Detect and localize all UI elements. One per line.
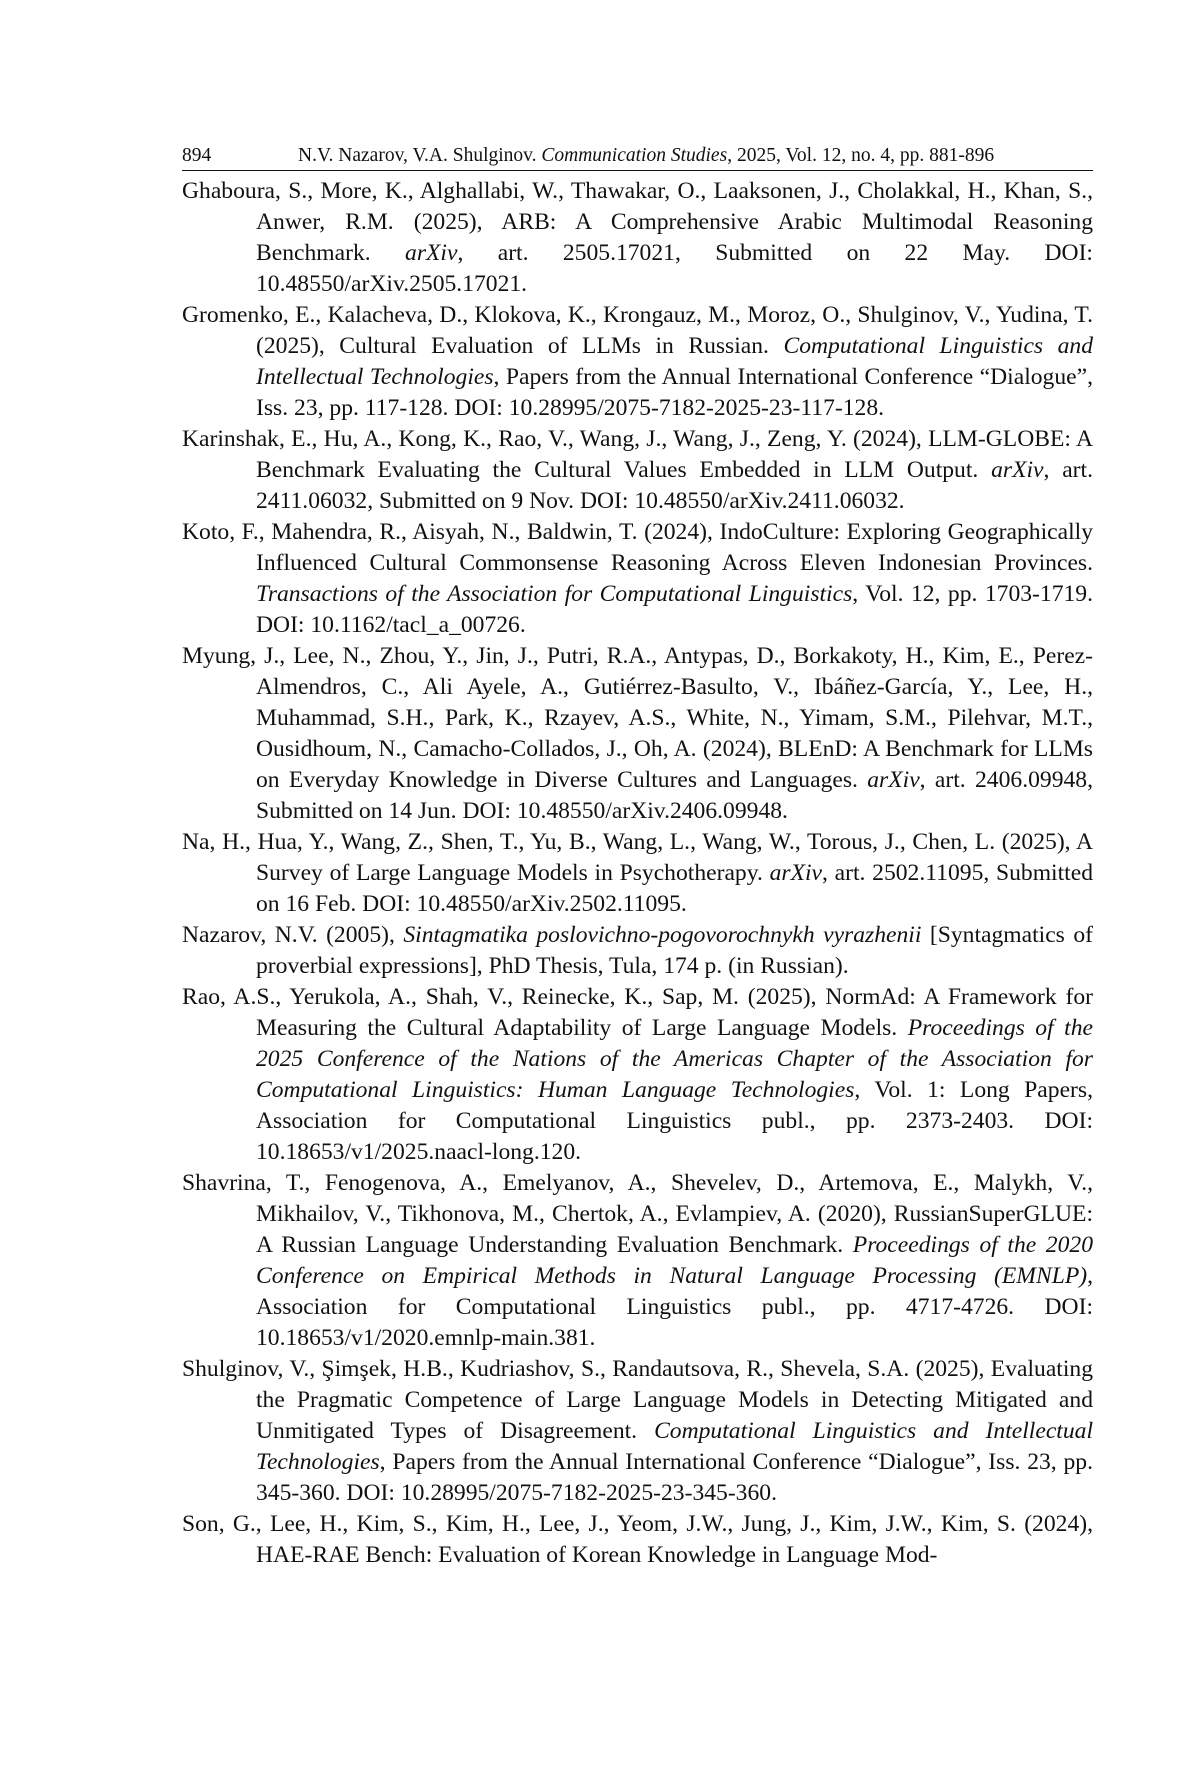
reference-source: arXiv [405, 240, 458, 266]
reference-source: Computational Linguistics and Intellectual Technologies [256, 333, 1093, 390]
reference-source: Sintagmatika poslovichno-pogovorochnykh vyrazhenii [403, 922, 922, 948]
reference-text: Son, G., Lee, H., Kim, S., Kim, H., Lee, J., Yeom, J.W., Jung, J., Kim, J.W., Kim, S. (2024), HAE-RAE Bench: Evaluation of Korean Knowledge in Language Mod- [182, 1511, 1093, 1568]
reference-text: Shulginov, V., Şimşek, H.B., Kudriashov, S., Randautsova, R., Shevela, S.A. (2025), Evaluating the Pragmatic Competence of Large Language Models in Detecting Mitigated and Unmitigated Types of Disagreement. [182, 1356, 1093, 1444]
reference-details: , Papers from the Annual International Conference “Dialogue”, Iss. 23, pp. 345-360. DOI: 10.28995/2075-7182-2025-23-345-360. [256, 1449, 1093, 1506]
header-authors: N.V. Nazarov, V.A. Shulginov. [298, 145, 542, 166]
header-journal: Communication Studies [541, 145, 728, 166]
reference-item [182, 424, 1093, 517]
running-header [182, 142, 1093, 171]
reference-source: Transactions of the Association for Computational Linguistics [256, 581, 853, 607]
reference-text: Ghaboura, S., More, K., Alghallabi, W., Thawakar, O., Laaksonen, J., Cholakkal, H., Khan, S., Anwer, R.M. (2025), ARB: A Comprehensive Arabic Multimodal Reasoning Benchmark. [182, 178, 1093, 266]
reference-item [182, 1509, 1093, 1571]
reference-details: , Vol. 12, pp. 1703-1719. DOI: 10.1162/tacl_a_00726. [256, 581, 1093, 638]
reference-text: Koto, F., Mahendra, R., Aisyah, N., Baldwin, T. (2024), IndoCulture: Exploring Geographically Influenced Cultural Commonsense Reasoning Across Eleven Indonesian Provinces. [182, 519, 1093, 576]
reference-text: Nazarov, N.V. (2005), [182, 922, 404, 948]
reference-source: arXiv [769, 860, 823, 886]
reference-item [182, 300, 1093, 424]
reference-source: Computational Linguistics and Intellectual Technologies [256, 1418, 1093, 1475]
reference-details: , Papers from the Annual International Conference “Dialogue”, Iss. 23, pp. 117-128. DOI: 10.28995/2075-7182-2025-23-117-128. [256, 364, 1093, 421]
reference-details: , Association for Computational Linguistics publ., pp. 4717-4726. DOI: 10.18653/v1/2020.emnlp-main.381. [256, 1263, 1093, 1351]
header-issue: , 2025, Vol. 12, no. 4, pp. 881-896 [727, 145, 995, 166]
reference-text: Shavrina, T., Fenogenova, A., Emelyanov, A., Shevelev, D., Artemova, E., Malykh, V., Mikhailov, V., Tikhonova, M., Chertok, A., Evlampiev, A. (2020), RussianSuperGLUE: A Russian Language Understanding Evaluation Benchmark. [182, 1170, 1093, 1258]
reference-details: , art. 2406.09948, Submitted on 14 Jun. DOI: 10.48550/arXiv.2406.09948. [256, 767, 1093, 824]
reference-details: , art. 2505.17021, Submitted on 22 May. DOI: 10.48550/arXiv.2505.17021. [256, 240, 1093, 297]
reference-item [182, 1168, 1093, 1354]
reference-item [182, 517, 1093, 641]
reference-text: Rao, A.S., Yerukola, A., Shah, V., Reinecke, K., Sap, M. (2025), NormAd: A Framework for Measuring the Cultural Adaptability of Large Language Models. [182, 984, 1093, 1041]
reference-item [182, 1354, 1093, 1509]
page-number: 894 [182, 145, 212, 166]
reference-text: Na, H., Hua, Y., Wang, Z., Shen, T., Yu, B., Wang, L., Wang, W., Torous, J., Chen, L. (2025), A Survey of Large Language Models in Psychotherapy. [182, 829, 1093, 886]
reference-item [182, 827, 1093, 920]
reference-details: , Vol. 1: Long Papers, Association for Computational Linguistics publ., pp. 2373-2403. DOI: 10.18653/v1/2025.naacl-long.120. [256, 1077, 1093, 1165]
header-citation [298, 142, 994, 170]
reference-source: arXiv [867, 767, 920, 793]
reference-details: [Syntagmatics of proverbial expressions], PhD Thesis, Tula, 174 p. (in Russian). [256, 922, 1093, 979]
reference-list [182, 176, 1093, 1571]
page [182, 142, 1093, 1571]
reference-text: Karinshak, E., Hu, A., Kong, K., Rao, V., Wang, J., Wang, J., Zeng, Y. (2024), LLM-GLOBE: A Benchmark Evaluating the Cultural Values Embedded in LLM Output. [182, 426, 1093, 483]
reference-text: Gromenko, E., Kalacheva, D., Klokova, K., Krongauz, M., Moroz, O., Shulginov, V., Yudina, T. (2025), Cultural Evaluation of LLMs in Russian. [182, 302, 1093, 359]
reference-source: Proceedings of the 2025 Conference of the Nations of the Americas Chapter of the Association for Computational Linguistics: Human Language Technologies [256, 1015, 1093, 1103]
reference-item [182, 920, 1093, 982]
reference-details: , art. 2411.06032, Submitted on 9 Nov. DOI: 10.48550/arXiv.2411.06032. [256, 457, 1093, 514]
reference-details: , art. 2502.11095, Submitted on 16 Feb. DOI: 10.48550/arXiv.2502.11095. [256, 860, 1093, 917]
reference-item [182, 982, 1093, 1168]
reference-item [182, 176, 1093, 300]
reference-source: arXiv [991, 457, 1044, 483]
reference-item [182, 641, 1093, 827]
reference-text: Myung, J., Lee, N., Zhou, Y., Jin, J., Putri, R.A., Antypas, D., Borkakoty, H., Kim, E., Perez-Almendros, C., Ali Ayele, A., Gutiérrez-Basulto, V., Ibáñez-García, Y., Lee, H., Muhammad, S.H., Park, K., Rzayev, A.S., White, N., Yimam, S.M., Pilehvar, M.T., Ousidhoum, N., Camacho-Collados, J., Oh, A. (2024), BLEnD: A Benchmark for LLMs on Everyday Knowledge in Diverse Cultures and Languages. [182, 643, 1093, 793]
reference-source: Proceedings of the 2020 Conference on Empirical Methods in Natural Language Processing (EMNLP) [256, 1232, 1093, 1289]
